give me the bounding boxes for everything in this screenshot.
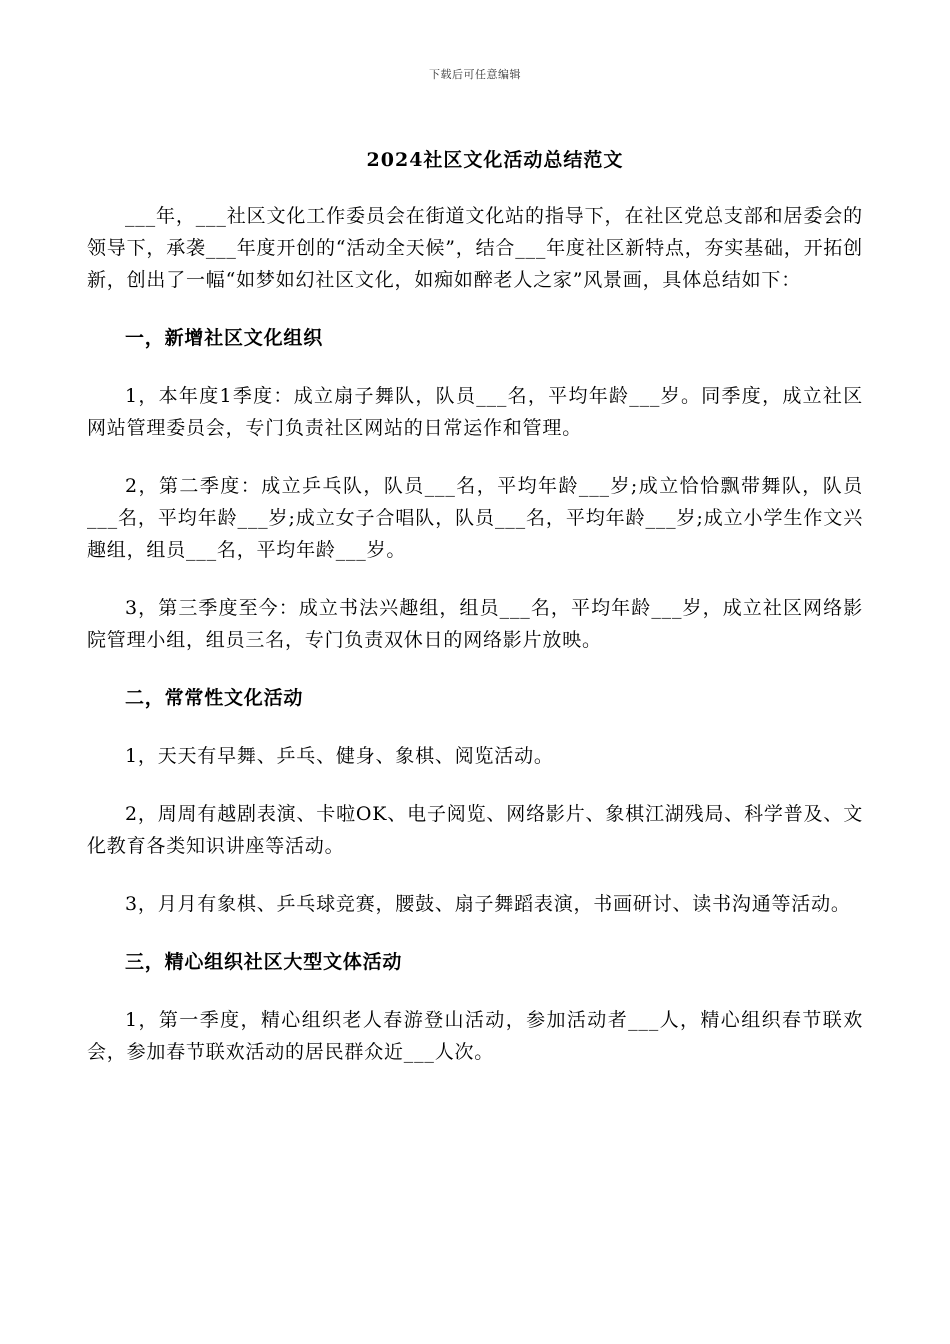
- section-1-item-2: 2，第二季度：成立乒乓队，队员___名，平均年龄___岁;成立恰恰飘带舞队，队员___名，平均年龄___岁;成立女子合唱队，队员___名，平均年龄___岁;成立小学生作文兴趣组，组员___名，平均年龄___岁。: [87, 475, 863, 561]
- section-2-item-1: 1，天天有早舞、乒乓、健身、象棋、阅览活动。: [125, 745, 554, 767]
- section-2-item-2: 2，周周有越剧表演、卡啦OK、电子阅览、网络影片、象棋江湖残局、科学普及、文化教育各类知识讲座等活动。: [87, 803, 863, 857]
- section-1-item-3: 3，第三季度至今：成立书法兴趣组，组员___名，平均年龄___岁，成立社区网络影院管理小组，组员三名，专门负责双休日的网络影片放映。: [87, 597, 863, 651]
- section-2-item-3: 3，月月有象棋、乒乓球竞赛，腰鼓、扇子舞蹈表演，书画研讨、读书沟通等活动。: [125, 893, 851, 915]
- intro-paragraph: ___年，___社区文化工作委员会在街道文化站的指导下，在社区党总支部和居委会的领导下，承袭___年度开创的“活动全天候”，结合___年度社区新特点，夯实基础，开拓创新，创出了一幅“如梦如幻社区文化，如痴如醉老人之家”风景画，具体总结如下：: [87, 205, 863, 291]
- section-1-item-1: 1，本年度1季度：成立扇子舞队，队员___名，平均年龄___岁。同季度，成立社区网站管理委员会，专门负责社区网站的日常运作和管理。: [87, 385, 863, 439]
- page-title: 2024社区文化活动总结范文: [366, 149, 624, 171]
- header-note: 下载后可任意编辑: [429, 68, 521, 81]
- document-body: [87, 200, 863, 1068]
- section-heading-3: 三，精心组织社区大型文体活动: [125, 951, 403, 973]
- section-heading-2: 二，常常性文化活动: [125, 687, 304, 709]
- section-3-item-1: 1，第一季度，精心组织老人春游登山活动，参加活动者___人，精心组织春节联欢会，参加春节联欢活动的居民群众近___人次。: [87, 1009, 863, 1063]
- section-heading-1: 一，新增社区文化组织: [125, 327, 324, 349]
